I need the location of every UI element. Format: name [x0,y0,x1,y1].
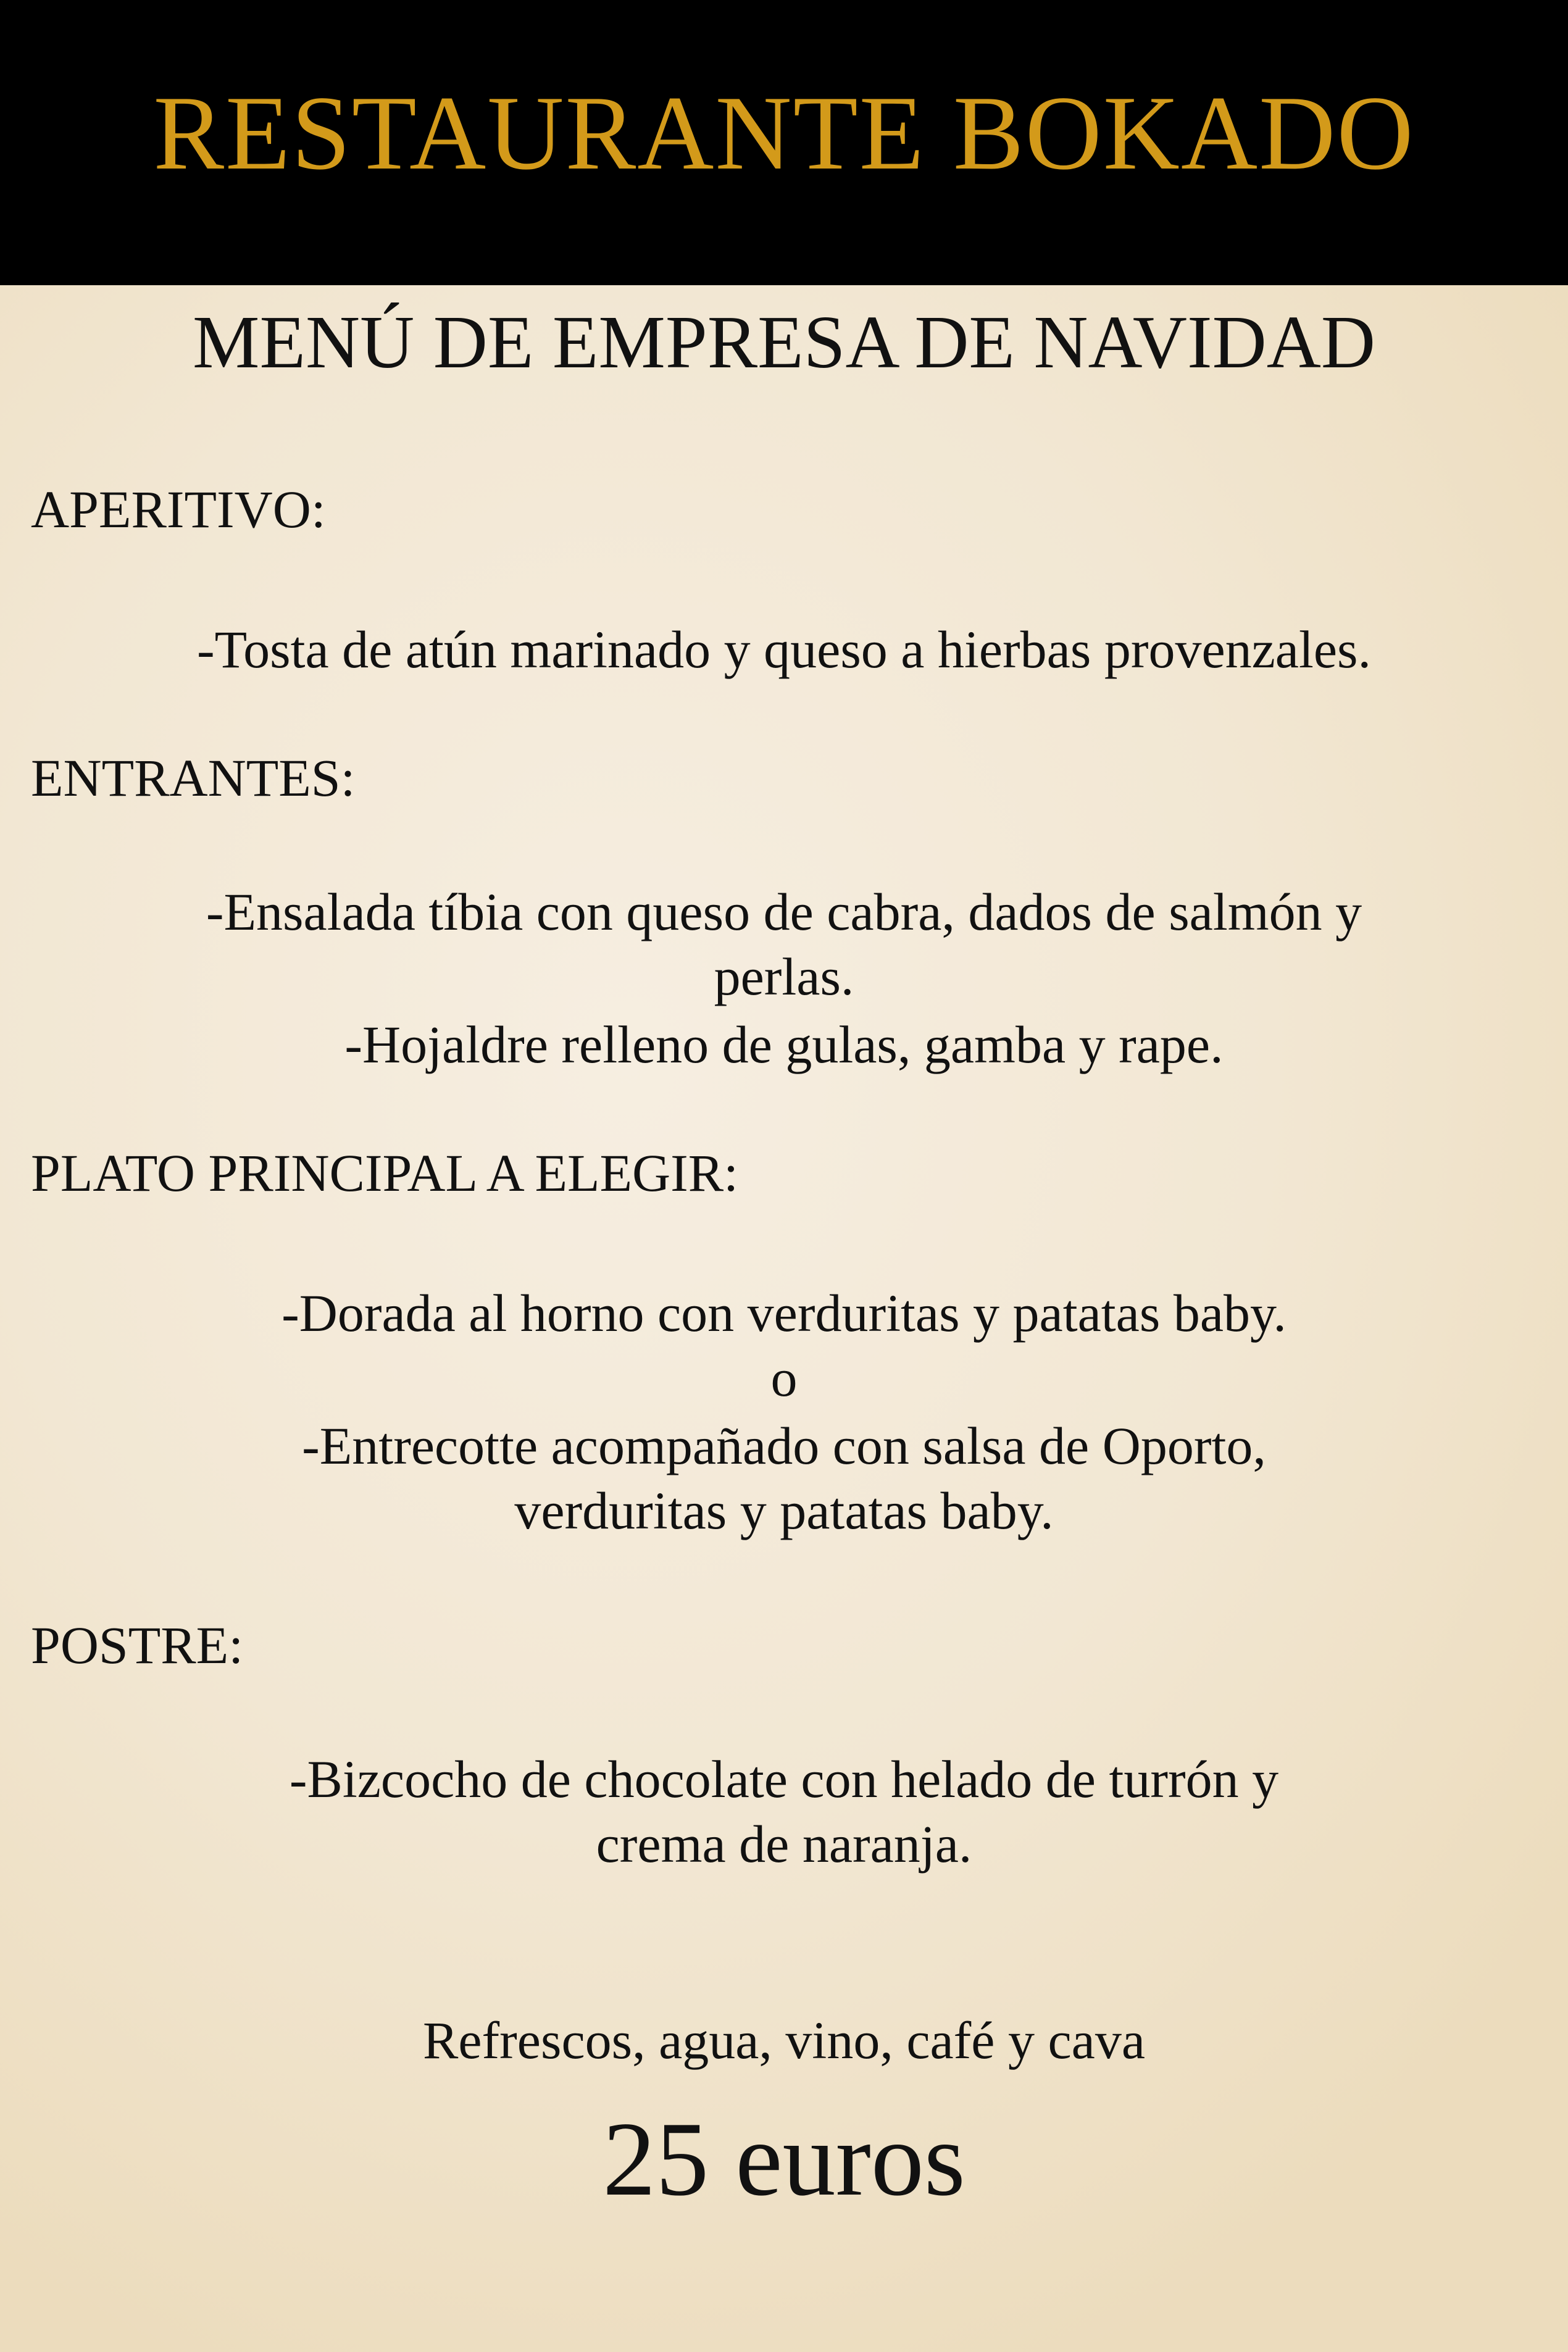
dish-principal-or: o [770,1348,798,1407]
dish-principal-2: -Entrecotte acompañado con salsa de Oporto, [302,1416,1266,1475]
dish-entrantes-1: -Ensalada tíbia con queso de cabra, dados de salmón y [206,882,1362,941]
restaurant-name: RESTAURANTE BOKADO [153,74,1415,192]
dish-entrantes-2: -Hojaldre relleno de gulas, gamba y rape. [344,1015,1224,1074]
section-heading-entrantes: ENTRANTES: [31,748,356,807]
drinks-included: Refrescos, agua, vino, café y cava [423,2011,1145,2070]
dish-aperitivo-1: -Tosta de atún marinado y queso a hierbas provenzales. [196,620,1372,679]
menu-title: MENÚ DE EMPRESA DE NAVIDAD [193,301,1375,384]
section-heading-postre: POSTRE: [31,1616,244,1675]
dish-postre-1: -Bizcocho de chocolate con helado de turrón y [289,1749,1279,1809]
dish-postre-1-cont: crema de naranja. [596,1814,972,1874]
dish-principal-1: -Dorada al horno con verduritas y patatas baby. [281,1283,1287,1343]
header-banner [0,0,1568,285]
menu-price: 25 euros [603,2101,965,2218]
dish-principal-2-cont: verduritas y patatas baby. [514,1481,1054,1540]
section-heading-aperitivo: APERITIVO: [31,480,326,539]
dish-entrantes-1-cont: perlas. [714,947,854,1006]
section-heading-plato-principal: PLATO PRINCIPAL A ELEGIR: [31,1143,739,1203]
